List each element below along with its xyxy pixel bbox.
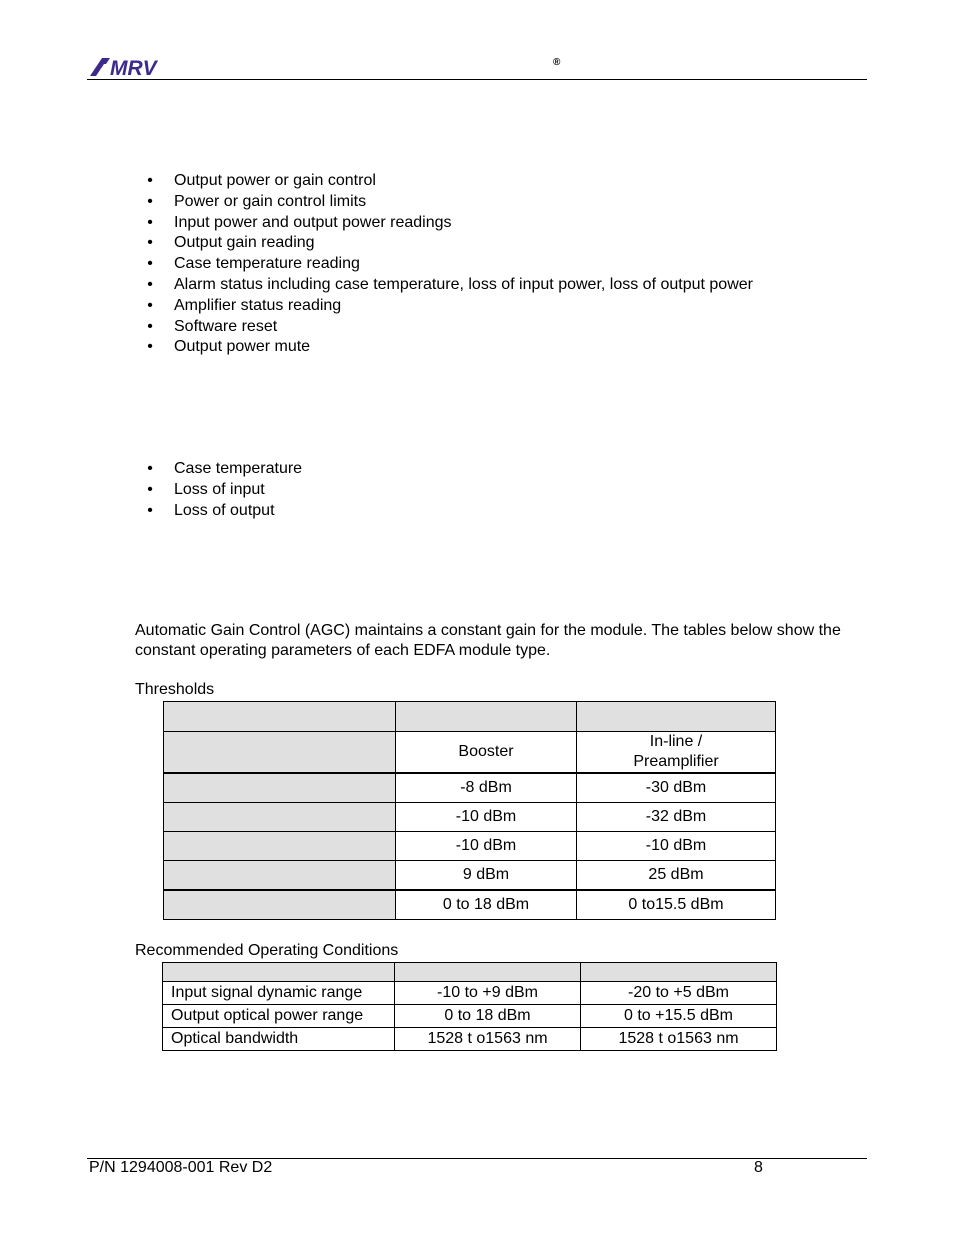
table-cell: [164, 803, 396, 832]
table-row: [164, 861, 776, 891]
page-number: 8: [754, 1159, 763, 1176]
col-header-booster: Booster: [396, 732, 577, 774]
table-row: [164, 832, 776, 861]
table-cell: -10 to +9 dBm: [395, 982, 581, 1005]
header-rule: [87, 79, 867, 80]
table-cell: -20 to +5 dBm: [581, 982, 777, 1005]
table-cell: 0 to 18 dBm: [395, 1005, 581, 1028]
list-item: • Input power and output power readings: [147, 213, 452, 231]
recommended-caption: Recommended Operating Conditions: [135, 942, 399, 959]
list-item: • Loss of output: [147, 501, 275, 519]
list-item: • Output gain reading: [147, 234, 315, 252]
list-item: • Case temperature: [147, 460, 303, 477]
table-cell: [164, 890, 396, 920]
agc-paragraph: Automatic Gain Control (AGC) maintains a constant gain for the module. The tables below show the constant operating parameters of each EDFA module type.: [135, 622, 841, 659]
table-cell: [164, 702, 396, 732]
table-cell: -8 dBm: [396, 773, 577, 803]
table-row: [163, 1028, 777, 1051]
table-cell: -10 dBm: [396, 832, 577, 861]
table-row: [164, 803, 776, 832]
table-header-row: [164, 702, 776, 732]
col-header-inline: In-line / Preamplifier: [577, 732, 776, 774]
table-row: [163, 982, 777, 1005]
thresholds-caption: Thresholds: [135, 681, 215, 698]
list-item: • Alarm status including case temperature, loss of input power, loss of output power: [147, 275, 753, 293]
table-cell: [164, 832, 396, 861]
table-cell: 1528 t o1563 nm: [395, 1028, 581, 1051]
table-cell: [395, 963, 581, 982]
list-item: • Software reset: [147, 317, 278, 335]
table-cell: -10 dBm: [396, 803, 577, 832]
table-cell: -32 dBm: [577, 803, 776, 832]
thresholds-table: [163, 701, 776, 920]
list-item: • Case temperature reading: [147, 255, 360, 273]
row-label: Optical bandwidth: [163, 1028, 395, 1051]
table-header-row: [164, 732, 776, 774]
row-label: Output optical power range: [163, 1005, 395, 1028]
table-cell: [581, 963, 777, 982]
table-cell: [396, 702, 577, 732]
table-row: [164, 773, 776, 803]
table-cell: [164, 861, 396, 891]
recommended-table: [162, 962, 777, 1051]
table-cell: 0 to15.5 dBm: [577, 890, 776, 920]
table-row: [163, 1005, 777, 1028]
list-item: • Power or gain control limits: [147, 192, 367, 210]
table-cell: 1528 t o1563 nm: [581, 1028, 777, 1051]
table-cell: [577, 702, 776, 732]
registered-mark: ®: [553, 57, 561, 68]
list-item: • Output power mute: [147, 338, 311, 356]
table-cell: 0 to 18 dBm: [396, 890, 577, 920]
logo-text: MRV: [110, 57, 157, 78]
features-list: [145, 171, 753, 358]
list-item: • Output power or gain control: [147, 172, 376, 189]
mrv-logo: [90, 56, 174, 78]
alarms-list: [145, 459, 302, 521]
table-row: [164, 890, 776, 920]
table-cell: -10 dBm: [577, 832, 776, 861]
table-cell: [164, 773, 396, 803]
table-cell: [163, 963, 395, 982]
table-cell: -30 dBm: [577, 773, 776, 803]
table-header-row: [163, 963, 777, 982]
list-item: • Loss of input: [147, 480, 265, 498]
row-label: Input signal dynamic range: [163, 982, 395, 1005]
part-number: P/N 1294008-001 Rev D2: [89, 1159, 273, 1176]
table-cell: 9 dBm: [396, 861, 577, 891]
table-cell: 0 to +15.5 dBm: [581, 1005, 777, 1028]
list-item: • Amplifier status reading: [147, 296, 342, 314]
table-cell: 25 dBm: [577, 861, 776, 891]
table-cell: [164, 732, 396, 774]
